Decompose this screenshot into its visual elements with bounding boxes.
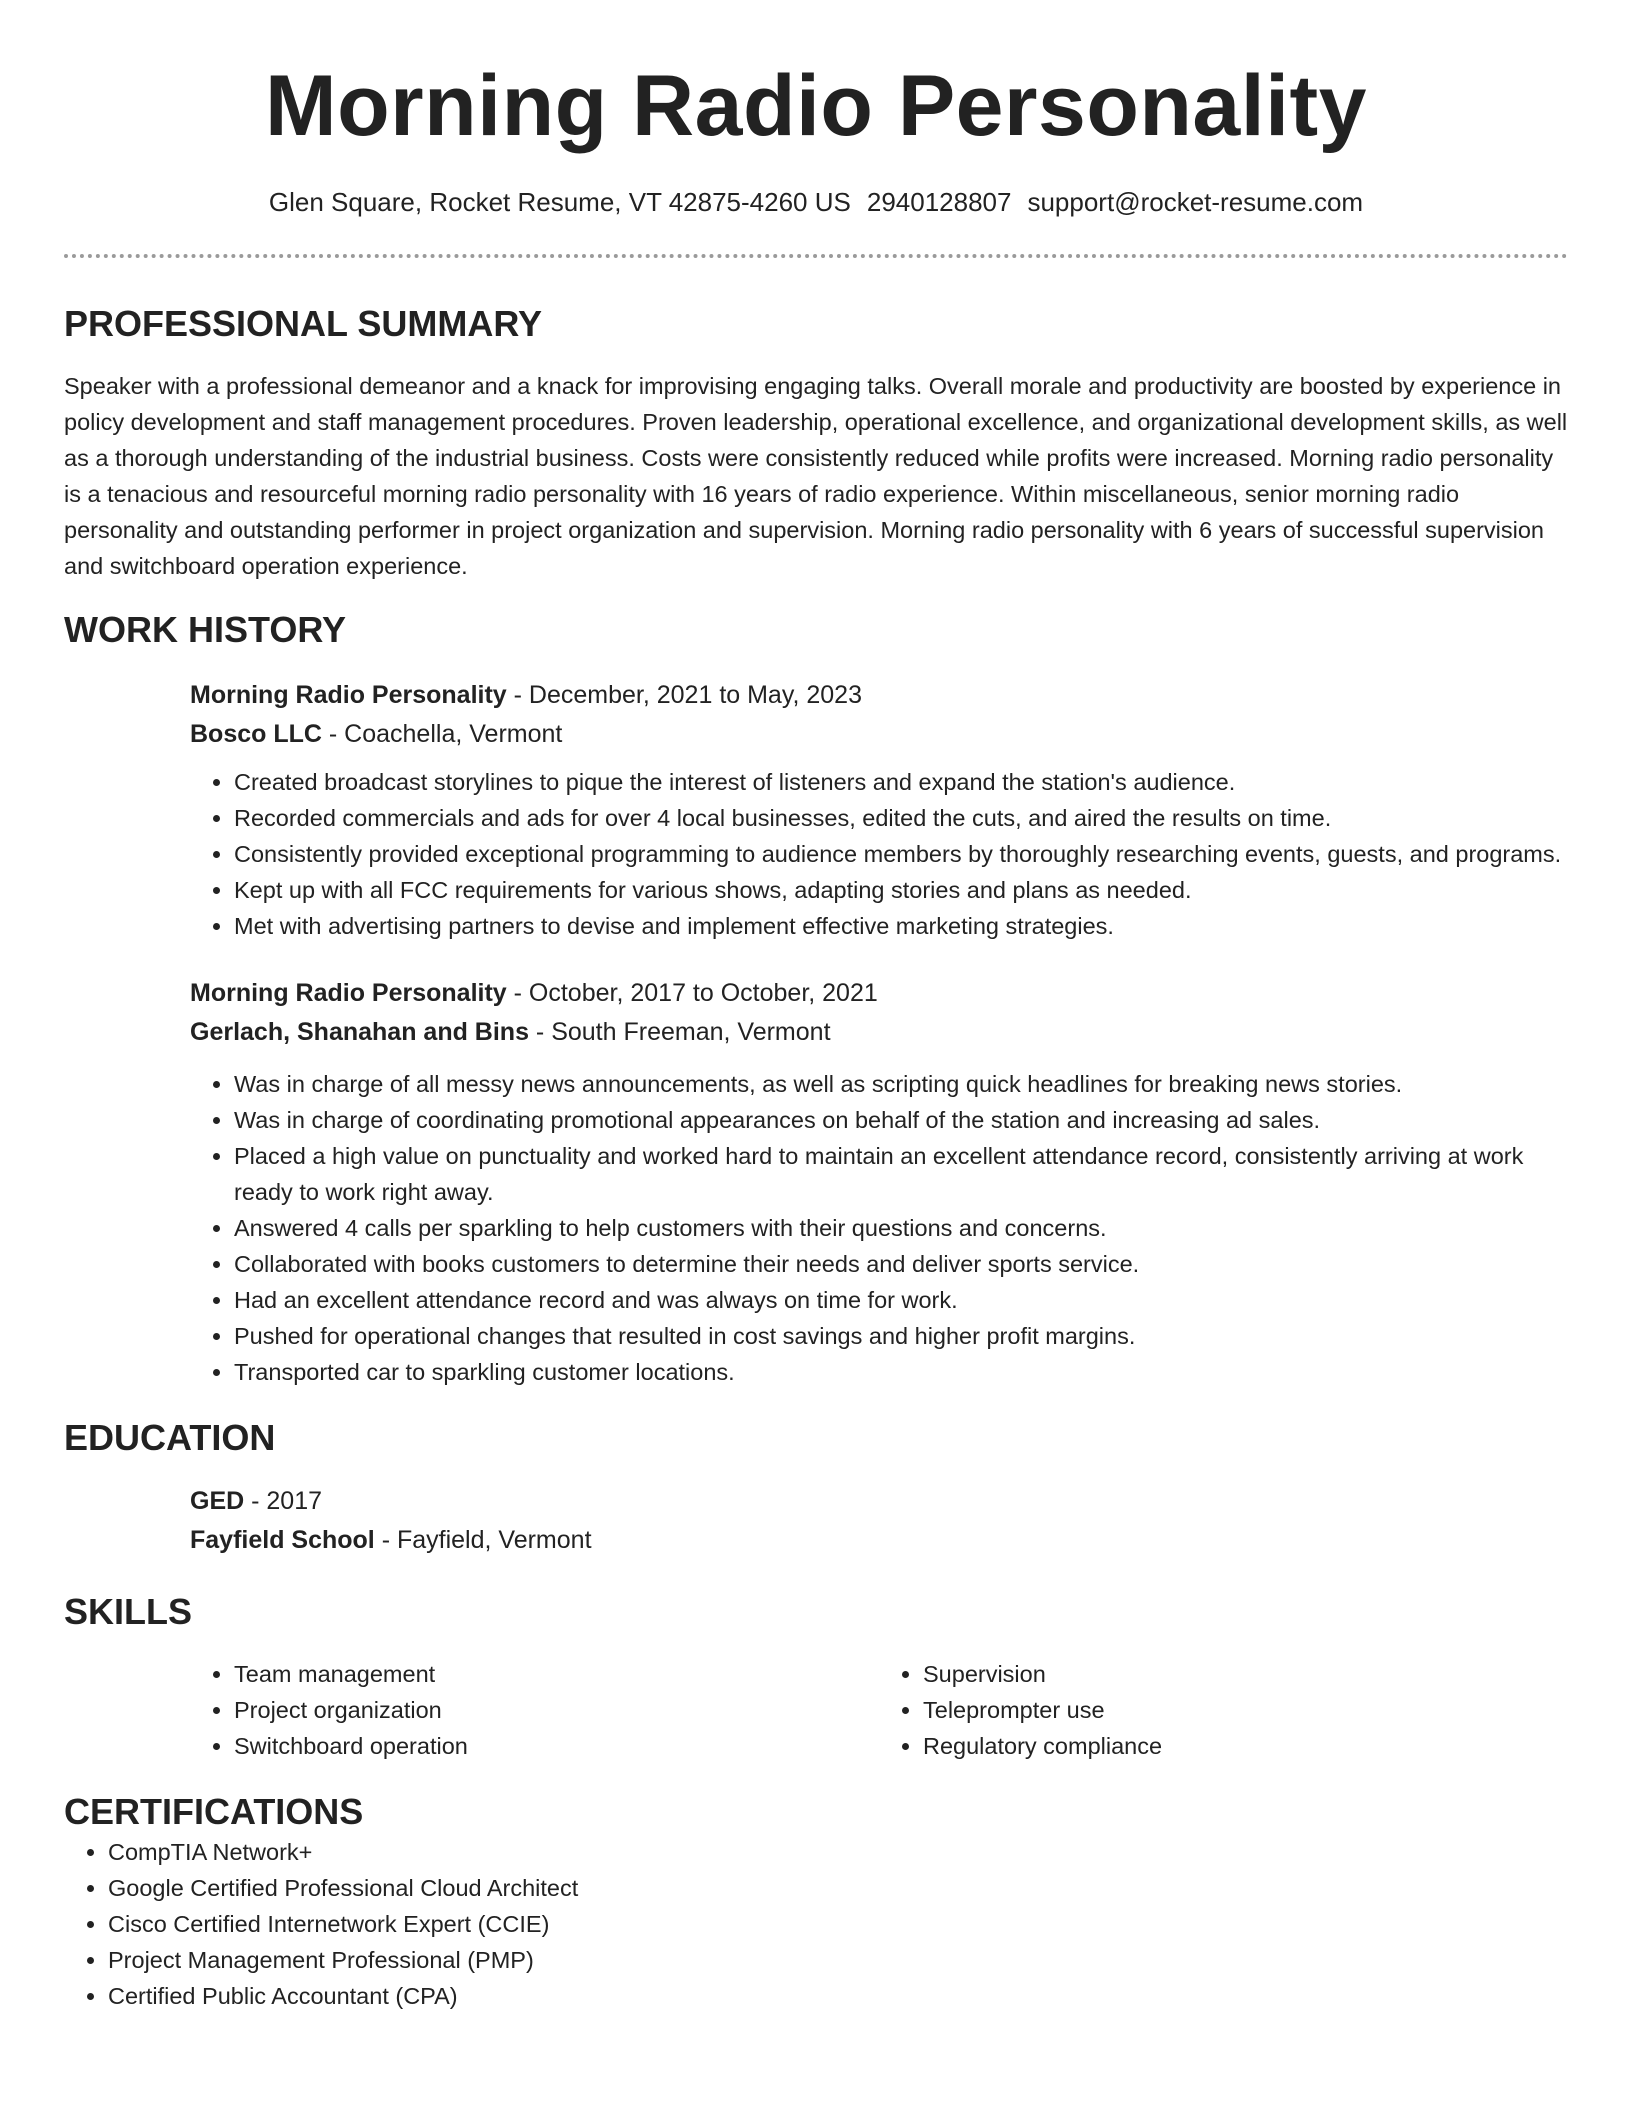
skill-item: • Team management — [234, 1656, 879, 1692]
certification-item: • Certified Public Accountant (CPA) — [108, 1978, 1568, 2014]
certification-item: • Project Management Professional (PMP) — [108, 1942, 1568, 1978]
job-bullet-list — [190, 1066, 1568, 1390]
job-entry — [190, 974, 1568, 1390]
job-company: Bosco LLC — [190, 720, 322, 748]
summary-heading: PROFESSIONAL SUMMARY — [64, 303, 543, 344]
resume-name: Morning Radio Personality — [265, 58, 1367, 154]
contact-address: Glen Square, Rocket Resume, VT 42875-4260 US — [268, 187, 851, 217]
job-bullet: • Pushed for operational changes that resulted in cost savings and higher profit margins. — [234, 1318, 1568, 1354]
skills-heading: SKILLS — [64, 1591, 193, 1632]
certifications-list — [64, 1834, 1568, 2014]
job-role: Morning Radio Personality — [190, 681, 507, 709]
job-title-line — [190, 676, 1568, 715]
job-bullet: • Met with advertising partners to devise and implement effective marketing strategies. — [234, 908, 1568, 944]
job-bullet: • Answered 4 calls per sparkling to help customers with their questions and concerns. — [234, 1210, 1568, 1246]
contact-phone: 2940128807 — [866, 187, 1012, 217]
job-bullet: • Consistently provided exceptional programming to audience members by thoroughly researching events, guests, and programs. — [234, 836, 1568, 872]
skill-item: • Switchboard operation — [234, 1728, 879, 1764]
job-entry — [190, 676, 1568, 944]
certification-item: • CompTIA Network+ — [108, 1834, 1568, 1870]
job-location: - South Freeman, Vermont — [528, 1018, 831, 1046]
job-bullet: • Recorded commercials and ads for over 4 local businesses, edited the cuts, and aired the results on time. — [234, 800, 1568, 836]
job-bullet: • Collaborated with books customers to determine their needs and deliver sports service. — [234, 1246, 1568, 1282]
header-divider — [64, 254, 1568, 258]
contact-email: support@rocket-resume.com — [1027, 187, 1364, 217]
job-dates: - December, 2021 to May, 2023 — [506, 681, 862, 709]
certification-item: • Cisco Certified Internetwork Expert (CCIE) — [108, 1906, 1568, 1942]
contact-line — [64, 184, 1568, 220]
job-company-line — [190, 1013, 1568, 1052]
job-bullet: • Was in charge of coordinating promotional appearances on behalf of the station and increasing ad sales. — [234, 1102, 1568, 1138]
job-company-line — [190, 715, 1568, 754]
education-year: - 2017 — [244, 1487, 323, 1515]
job-bullet: • Placed a high value on punctuality and worked hard to maintain an excellent attendance record, consistently arriving at work ready to work right away. — [234, 1138, 1568, 1210]
job-location: - Coachella, Vermont — [321, 720, 563, 748]
skills-column-right — [879, 1656, 1568, 1764]
job-role: Morning Radio Personality — [190, 979, 507, 1007]
education-entry — [190, 1482, 1568, 1560]
summary-text: Speaker with a professional demeanor and a knack for improvising engaging talks. Overall morale and productivity are boosted by experience in policy development and staff management procedures. Proven leadership, operational excellence, and organizational development skills, as well as a thorough understanding of the industrial business. Costs were consistently reduced while profits were increased. Morning radio personality is a tenacious and resourceful morning radio personality with 16 years of radio experience. Within miscellaneous, senior morning radio personality and outstanding performer in project organization and supervision. Morning radio personality with 6 years of successful supervision and switchboard operation experience. — [64, 373, 1568, 579]
job-bullet: • Kept up with all FCC requirements for various shows, adapting stories and plans as needed. — [234, 872, 1568, 908]
skills-column-left — [190, 1656, 879, 1764]
education-heading: EDUCATION — [64, 1417, 276, 1458]
job-bullet: • Had an excellent attendance record and was always on time for work. — [234, 1282, 1568, 1318]
education-school-line — [190, 1521, 1568, 1560]
job-bullet: • Created broadcast storylines to pique the interest of listeners and expand the station's audience. — [234, 764, 1568, 800]
education-degree-line — [190, 1482, 1568, 1521]
skill-item: • Regulatory compliance — [923, 1728, 1568, 1764]
work-history-heading: WORK HISTORY — [64, 609, 347, 650]
job-dates: - October, 2017 to October, 2021 — [506, 979, 878, 1007]
education-degree: GED — [190, 1487, 245, 1515]
certification-item: • Google Certified Professional Cloud Architect — [108, 1870, 1568, 1906]
skill-item: • Teleprompter use — [923, 1692, 1568, 1728]
job-bullet-list — [190, 764, 1568, 944]
skill-item: • Supervision — [923, 1656, 1568, 1692]
job-company: Gerlach, Shanahan and Bins — [190, 1018, 529, 1046]
education-location: - Fayfield, Vermont — [374, 1526, 592, 1554]
skills-list — [190, 1656, 1568, 1764]
education-school: Fayfield School — [190, 1526, 375, 1554]
job-bullet: • Was in charge of all messy news announcements, as well as scripting quick headlines for breaking news stories. — [234, 1066, 1568, 1102]
job-bullet: • Transported car to sparkling customer locations. — [234, 1354, 1568, 1390]
skill-item: • Project organization — [234, 1692, 879, 1728]
job-title-line — [190, 974, 1568, 1013]
certifications-heading: CERTIFICATIONS — [64, 1791, 364, 1832]
